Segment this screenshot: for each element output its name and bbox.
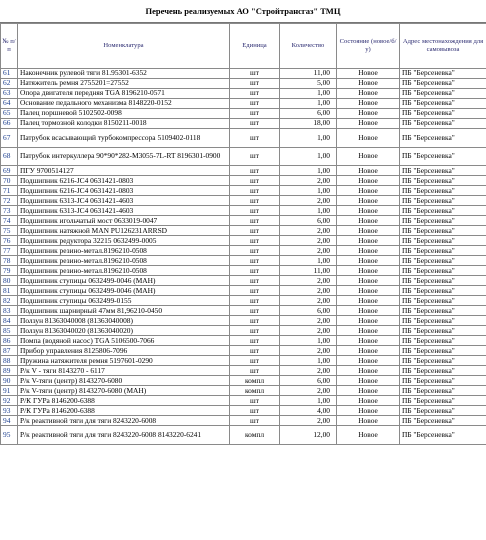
item-quantity: 1,00 xyxy=(280,356,337,366)
item-unit: компл xyxy=(230,426,280,445)
item-location: ПБ "Берсеневка" xyxy=(400,236,486,246)
item-unit: шт xyxy=(230,326,280,336)
table-row xyxy=(1,176,486,186)
item-location: ПБ "Берсеневка" xyxy=(400,426,486,445)
row-number: 91 xyxy=(1,386,18,396)
item-location: ПБ "Берсеневка" xyxy=(400,129,486,148)
item-location: ПБ "Берсеневка" xyxy=(400,176,486,186)
item-quantity: 2,00 xyxy=(280,366,337,376)
row-number: 80 xyxy=(1,276,18,286)
table-row xyxy=(1,356,486,366)
item-state: Новое xyxy=(337,406,400,416)
item-unit: шт xyxy=(230,276,280,286)
item-state: Новое xyxy=(337,196,400,206)
row-number: 84 xyxy=(1,316,18,326)
item-quantity: 2,00 xyxy=(280,196,337,206)
item-unit: шт xyxy=(230,406,280,416)
item-quantity: 1,00 xyxy=(280,336,337,346)
item-unit: шт xyxy=(230,256,280,266)
item-name: Подшипник резино-метал.8196210-0508 xyxy=(18,246,230,256)
item-location: ПБ "Берсеневка" xyxy=(400,196,486,206)
item-quantity: 1,00 xyxy=(280,396,337,406)
item-state: Новое xyxy=(337,129,400,148)
item-location: ПБ "Берсеневка" xyxy=(400,406,486,416)
item-quantity: 12,00 xyxy=(280,426,337,445)
table-row xyxy=(1,129,486,148)
item-name: Подшипник шарнирный 47мм 81,96210-0450 xyxy=(18,306,230,316)
item-state: Новое xyxy=(337,326,400,336)
row-number: 69 xyxy=(1,166,18,176)
item-unit: шт xyxy=(230,296,280,306)
row-number: 94 xyxy=(1,416,18,426)
item-quantity: 6,00 xyxy=(280,376,337,386)
item-state: Новое xyxy=(337,346,400,356)
item-state: Новое xyxy=(337,416,400,426)
row-number: 64 xyxy=(1,99,18,109)
item-location: ПБ "Берсеневка" xyxy=(400,206,486,216)
table-row xyxy=(1,79,486,89)
item-name: Натяжитель ремня 2755201=27552 xyxy=(18,79,230,89)
item-quantity: 2,00 xyxy=(280,326,337,336)
table-row xyxy=(1,256,486,266)
item-name: Подшипник резино-метал.8196210-0508 xyxy=(18,256,230,266)
row-number: 77 xyxy=(1,246,18,256)
row-number: 90 xyxy=(1,376,18,386)
row-number: 82 xyxy=(1,296,18,306)
item-quantity: 2,00 xyxy=(280,246,337,256)
item-name: Палец тормозной колодки 8150211-0018 xyxy=(18,119,230,129)
item-unit: компл xyxy=(230,376,280,386)
item-state: Новое xyxy=(337,276,400,286)
item-unit: шт xyxy=(230,186,280,196)
item-state: Новое xyxy=(337,119,400,129)
item-location: ПБ "Берсеневка" xyxy=(400,256,486,266)
item-state: Новое xyxy=(337,256,400,266)
item-quantity: 1,00 xyxy=(280,166,337,176)
item-name: Подшипник 6216-JC4 0631421-0803 xyxy=(18,186,230,196)
item-name: Р/к V - тяги 8143270 - 6117 xyxy=(18,366,230,376)
table-row xyxy=(1,316,486,326)
item-name: Р/к V-тяги (центр) 8143270-6080 xyxy=(18,376,230,386)
header-num: № п/п xyxy=(1,24,18,69)
item-quantity: 2,00 xyxy=(280,296,337,306)
header-name: Номенклатура xyxy=(18,24,230,69)
table-row xyxy=(1,266,486,276)
row-number: 89 xyxy=(1,366,18,376)
item-state: Новое xyxy=(337,336,400,346)
table-row xyxy=(1,89,486,99)
item-location: ПБ "Берсеневка" xyxy=(400,166,486,176)
item-name: ПГУ 9700514127 xyxy=(18,166,230,176)
item-state: Новое xyxy=(337,109,400,119)
table-row xyxy=(1,396,486,406)
item-unit: шт xyxy=(230,166,280,176)
item-unit: шт xyxy=(230,266,280,276)
item-quantity: 4,00 xyxy=(280,406,337,416)
item-quantity: 18,00 xyxy=(280,119,337,129)
item-name: Подшипник 6216-JC4 0631421-0803 xyxy=(18,176,230,186)
table-row xyxy=(1,416,486,426)
row-number: 62 xyxy=(1,79,18,89)
item-name: Р/К ГУРа 8146200-6388 xyxy=(18,396,230,406)
item-unit: шт xyxy=(230,206,280,216)
item-state: Новое xyxy=(337,376,400,386)
item-name: Подшипник ступицы 0632499-0046 (MAH) xyxy=(18,276,230,286)
table-row xyxy=(1,147,486,166)
item-unit: шт xyxy=(230,216,280,226)
item-state: Новое xyxy=(337,296,400,306)
item-quantity: 11,00 xyxy=(280,266,337,276)
table-row xyxy=(1,206,486,216)
item-quantity: 2,00 xyxy=(280,176,337,186)
table-row xyxy=(1,306,486,316)
item-state: Новое xyxy=(337,99,400,109)
item-location: ПБ "Берсеневка" xyxy=(400,109,486,119)
item-name: Палец поршневой 5102502-0098 xyxy=(18,109,230,119)
item-name: Р/к реактивной тяги для тяги 8243220-6008 xyxy=(18,416,230,426)
item-name: Опора двигателя передняя TGA 8196210-0571 xyxy=(18,89,230,99)
item-name: Р/К ГУРа 8146200-6388 xyxy=(18,406,230,416)
item-quantity: 2,00 xyxy=(280,286,337,296)
row-number: 78 xyxy=(1,256,18,266)
item-name: Подшипник резино-метал.8196210-0508 xyxy=(18,266,230,276)
item-location: ПБ "Берсеневка" xyxy=(400,306,486,316)
item-state: Новое xyxy=(337,166,400,176)
item-state: Новое xyxy=(337,206,400,216)
row-number: 88 xyxy=(1,356,18,366)
item-unit: шт xyxy=(230,119,280,129)
item-quantity: 2,00 xyxy=(280,226,337,236)
table-row xyxy=(1,346,486,356)
item-state: Новое xyxy=(337,79,400,89)
item-name: Подшипник 6313-JC4 0631421-4603 xyxy=(18,196,230,206)
item-state: Новое xyxy=(337,306,400,316)
item-name: Патрубок всасывающий турбокомпрессора 5109402-0118 xyxy=(18,129,230,148)
item-quantity: 1,00 xyxy=(280,256,337,266)
item-location: ПБ "Берсеневка" xyxy=(400,226,486,236)
item-location: ПБ "Берсеневка" xyxy=(400,376,486,386)
item-unit: шт xyxy=(230,316,280,326)
item-quantity: 2,00 xyxy=(280,236,337,246)
item-location: ПБ "Берсеневка" xyxy=(400,326,486,336)
row-number: 68 xyxy=(1,147,18,166)
row-number: 92 xyxy=(1,396,18,406)
item-location: ПБ "Берсеневка" xyxy=(400,216,486,226)
item-unit: шт xyxy=(230,89,280,99)
item-state: Новое xyxy=(337,286,400,296)
item-unit: шт xyxy=(230,79,280,89)
item-quantity: 5,00 xyxy=(280,79,337,89)
item-quantity: 11,00 xyxy=(280,69,337,79)
item-state: Новое xyxy=(337,316,400,326)
item-name: Р/к V-тяги (центр) 8143270-6080 (MAH) xyxy=(18,386,230,396)
table-row xyxy=(1,186,486,196)
item-location: ПБ "Берсеневка" xyxy=(400,416,486,426)
row-number: 87 xyxy=(1,346,18,356)
table-row xyxy=(1,226,486,236)
header-unit: Единица xyxy=(230,24,280,69)
item-state: Новое xyxy=(337,426,400,445)
item-location: ПБ "Берсеневка" xyxy=(400,366,486,376)
table-row xyxy=(1,99,486,109)
page-title: Перечень реализуемых АО "Стройтрансгаз" ТМЦ xyxy=(0,0,486,23)
item-unit: шт xyxy=(230,129,280,148)
header-state: Состояние (новое/б/у) xyxy=(337,24,400,69)
item-quantity: 2,00 xyxy=(280,386,337,396)
item-quantity: 1,00 xyxy=(280,129,337,148)
item-quantity: 2,00 xyxy=(280,316,337,326)
row-number: 79 xyxy=(1,266,18,276)
row-number: 70 xyxy=(1,176,18,186)
table-row xyxy=(1,236,486,246)
item-name: Патрубок интеркуллера 90*90*282-М3055-7L-RT 8196301-0900 xyxy=(18,147,230,166)
item-unit: шт xyxy=(230,286,280,296)
table-row xyxy=(1,286,486,296)
item-quantity: 1,00 xyxy=(280,147,337,166)
item-name: Прибор управления 8125806-7096 xyxy=(18,346,230,356)
table-row xyxy=(1,326,486,336)
inventory-table xyxy=(0,23,486,445)
item-unit: шт xyxy=(230,176,280,186)
item-unit: шт xyxy=(230,306,280,316)
item-state: Новое xyxy=(337,186,400,196)
item-quantity: 6,00 xyxy=(280,109,337,119)
item-unit: шт xyxy=(230,416,280,426)
item-name: Основание педального механизма 8148220-0152 xyxy=(18,99,230,109)
item-unit: шт xyxy=(230,396,280,406)
row-number: 65 xyxy=(1,109,18,119)
row-number: 81 xyxy=(1,286,18,296)
item-location: ПБ "Берсеневка" xyxy=(400,296,486,306)
item-unit: шт xyxy=(230,336,280,346)
item-location: ПБ "Берсеневка" xyxy=(400,276,486,286)
item-quantity: 1,00 xyxy=(280,186,337,196)
item-name: Подшипник ступицы 0632499-0046 (MAH) xyxy=(18,286,230,296)
table-row xyxy=(1,216,486,226)
item-unit: шт xyxy=(230,147,280,166)
item-name: Ползун 81363040008 (81363040008) xyxy=(18,316,230,326)
row-number: 72 xyxy=(1,196,18,206)
item-state: Новое xyxy=(337,396,400,406)
row-number: 85 xyxy=(1,326,18,336)
item-name: Пружина натяжителя ремня 5197601-0290 xyxy=(18,356,230,366)
table-row xyxy=(1,196,486,206)
item-state: Новое xyxy=(337,69,400,79)
row-number: 76 xyxy=(1,236,18,246)
item-location: ПБ "Берсеневка" xyxy=(400,356,486,366)
table-row xyxy=(1,69,486,79)
item-unit: шт xyxy=(230,236,280,246)
row-number: 61 xyxy=(1,69,18,79)
item-location: ПБ "Берсеневка" xyxy=(400,266,486,276)
table-row xyxy=(1,426,486,445)
item-unit: шт xyxy=(230,99,280,109)
item-unit: шт xyxy=(230,109,280,119)
item-location: ПБ "Берсеневка" xyxy=(400,396,486,406)
item-quantity: 6,00 xyxy=(280,306,337,316)
item-location: ПБ "Берсеневка" xyxy=(400,99,486,109)
item-quantity: 2,00 xyxy=(280,416,337,426)
row-number: 74 xyxy=(1,216,18,226)
item-unit: шт xyxy=(230,246,280,256)
item-name: Подшипник натяжной MAN PU126231ARRSD xyxy=(18,226,230,236)
item-location: ПБ "Берсеневка" xyxy=(400,79,486,89)
item-location: ПБ "Берсеневка" xyxy=(400,186,486,196)
row-number: 75 xyxy=(1,226,18,236)
item-name: Подшипник ступицы 0632499-0155 xyxy=(18,296,230,306)
item-location: ПБ "Берсеневка" xyxy=(400,89,486,99)
item-state: Новое xyxy=(337,147,400,166)
item-name: Подшипник 6313-JC4 0631421-4603 xyxy=(18,206,230,216)
table-row xyxy=(1,406,486,416)
item-unit: шт xyxy=(230,346,280,356)
row-number: 73 xyxy=(1,206,18,216)
item-state: Новое xyxy=(337,216,400,226)
item-location: ПБ "Берсеневка" xyxy=(400,286,486,296)
item-state: Новое xyxy=(337,266,400,276)
table-header-row xyxy=(1,24,486,69)
table-row xyxy=(1,119,486,129)
item-state: Новое xyxy=(337,176,400,186)
item-location: ПБ "Берсеневка" xyxy=(400,386,486,396)
item-location: ПБ "Берсеневка" xyxy=(400,336,486,346)
item-name: Подшипник редуктора 32215 0632499-0005 xyxy=(18,236,230,246)
item-location: ПБ "Берсеневка" xyxy=(400,346,486,356)
item-unit: компл xyxy=(230,386,280,396)
item-name: Помпа (водяной насос) TGA 5106500-7066 xyxy=(18,336,230,346)
header-location: Адрес местонахождения для самовывоза xyxy=(400,24,486,69)
table-row xyxy=(1,336,486,346)
item-name: Р/к реактивной тяги для тяги 8243220-6008 8143220-6241 xyxy=(18,426,230,445)
table-row xyxy=(1,366,486,376)
item-state: Новое xyxy=(337,246,400,256)
row-number: 67 xyxy=(1,129,18,148)
item-location: ПБ "Берсеневка" xyxy=(400,316,486,326)
table-row xyxy=(1,296,486,306)
item-state: Новое xyxy=(337,386,400,396)
item-state: Новое xyxy=(337,236,400,246)
item-state: Новое xyxy=(337,356,400,366)
header-qty: Количество xyxy=(280,24,337,69)
item-location: ПБ "Берсеневка" xyxy=(400,69,486,79)
item-location: ПБ "Берсеневка" xyxy=(400,147,486,166)
row-number: 83 xyxy=(1,306,18,316)
item-name: Ползун 81363040020 (81363040020) xyxy=(18,326,230,336)
item-name: Подшипник игольчатый мост 0633019-0047 xyxy=(18,216,230,226)
item-quantity: 1,00 xyxy=(280,89,337,99)
table-row xyxy=(1,166,486,176)
table-row xyxy=(1,246,486,256)
item-unit: шт xyxy=(230,226,280,236)
row-number: 86 xyxy=(1,336,18,346)
item-location: ПБ "Берсеневка" xyxy=(400,119,486,129)
item-quantity: 2,00 xyxy=(280,276,337,286)
table-row xyxy=(1,376,486,386)
table-row xyxy=(1,276,486,286)
row-number: 95 xyxy=(1,426,18,445)
row-number: 63 xyxy=(1,89,18,99)
item-state: Новое xyxy=(337,89,400,99)
item-quantity: 2,00 xyxy=(280,346,337,356)
row-number: 66 xyxy=(1,119,18,129)
item-name: Наконечник рулевой тяги 81.95301-6352 xyxy=(18,69,230,79)
item-unit: шт xyxy=(230,366,280,376)
table-row xyxy=(1,109,486,119)
item-unit: шт xyxy=(230,69,280,79)
item-unit: шт xyxy=(230,196,280,206)
item-unit: шт xyxy=(230,356,280,366)
item-location: ПБ "Берсеневка" xyxy=(400,246,486,256)
item-state: Новое xyxy=(337,226,400,236)
item-quantity: 1,00 xyxy=(280,99,337,109)
row-number: 71 xyxy=(1,186,18,196)
item-quantity: 6,00 xyxy=(280,216,337,226)
table-row xyxy=(1,386,486,396)
item-quantity: 1,00 xyxy=(280,206,337,216)
item-state: Новое xyxy=(337,366,400,376)
row-number: 93 xyxy=(1,406,18,416)
